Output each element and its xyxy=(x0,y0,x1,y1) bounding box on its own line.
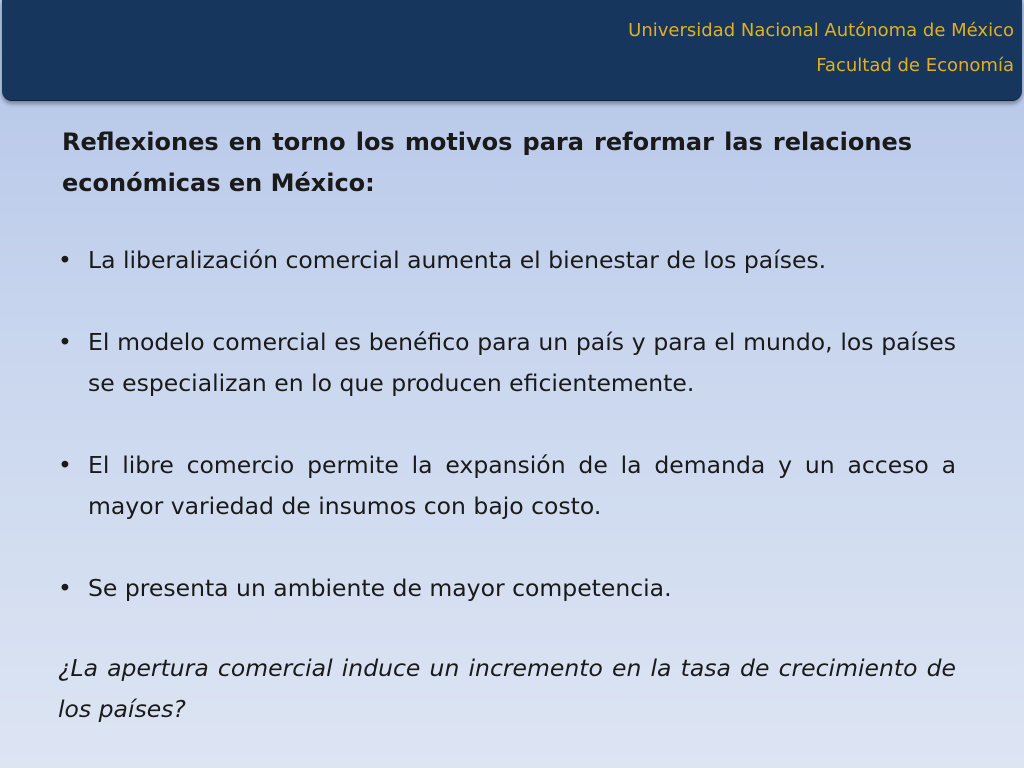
bullet-list xyxy=(58,240,956,609)
bullet-item xyxy=(58,240,956,281)
slide-header xyxy=(2,0,1022,101)
bullet-marker: • xyxy=(58,451,72,479)
bullet-text: El modelo comercial es benéfico para un país y para el mundo, los países se especializan en lo que producen eficientemente. xyxy=(88,328,956,397)
bullet-text: La liberalización comercial aumenta el bienestar de los países. xyxy=(88,246,827,274)
institution-name: Universidad Nacional Autónoma de México xyxy=(628,20,1014,41)
bullet-text: Se presenta un ambiente de mayor competencia. xyxy=(88,574,672,602)
bullet-item xyxy=(58,445,956,527)
bullet-marker: • xyxy=(58,328,72,356)
slide-title: Reflexiones en torno los motivos para reformar las relaciones económicas en México: xyxy=(62,128,912,197)
bullet-text: El libre comercio permite la expansión de la demanda y un acceso a mayor variedad de insumos con bajo costo. xyxy=(88,451,956,520)
bullet-marker: • xyxy=(58,574,72,602)
closing-question: ¿La apertura comercial induce un incremento en la tasa de crecimiento de los países? xyxy=(58,654,956,723)
bullet-item xyxy=(58,568,956,609)
faculty-name: Facultad de Economía xyxy=(816,55,1014,76)
bullet-marker: • xyxy=(58,246,72,274)
bullet-item xyxy=(58,322,956,404)
